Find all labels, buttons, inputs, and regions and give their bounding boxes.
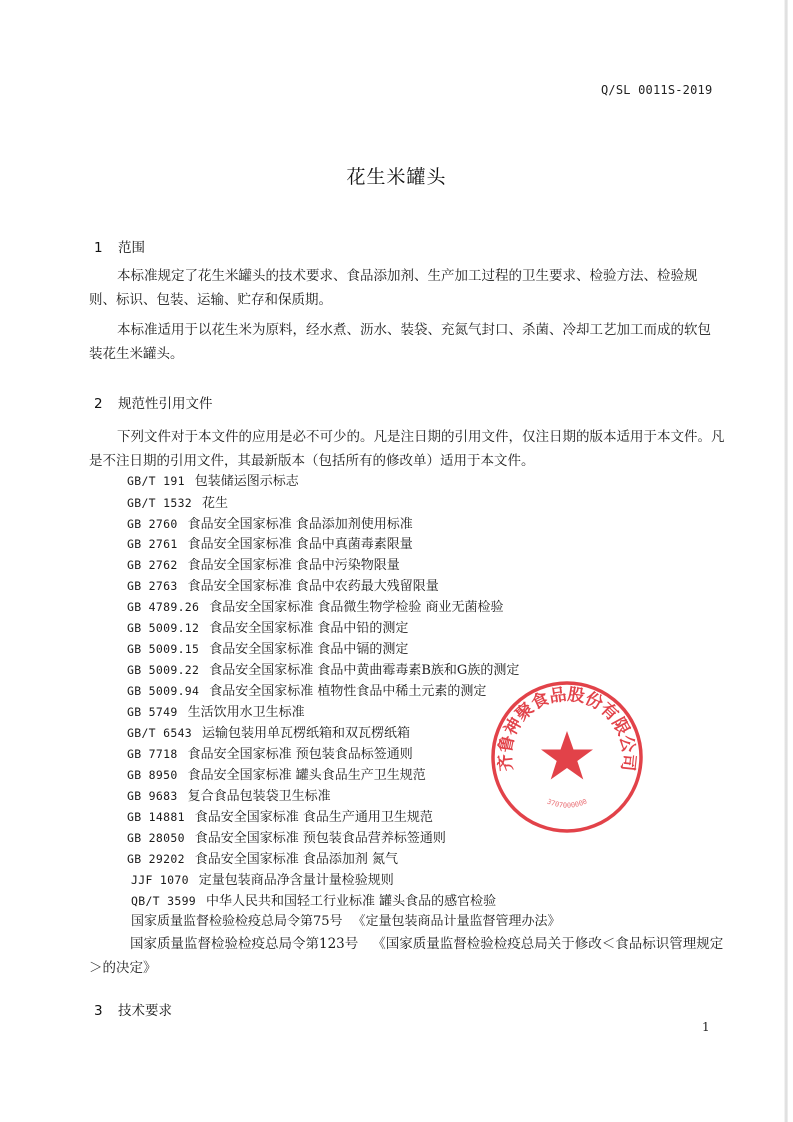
- reference-item: GB 2761 食品安全国家标准 食品中真菌毒素限量: [127, 537, 413, 552]
- reference-item: GB/T 191 包装储运图示标志: [127, 474, 299, 489]
- section-title: 规范性引用文件: [118, 396, 213, 412]
- reference-item: GB 5749 生活饮用水卫生标准: [127, 705, 305, 720]
- reference-item: JJF 1070 定量包装商品净含量计量检验规则: [131, 873, 394, 888]
- reference-item: GB 29202 食品安全国家标准 食品添加剂 氮气: [127, 852, 399, 867]
- seal-company-name: 齐鲁神聚食品股份有限公司: [495, 684, 639, 773]
- reference-item: GB 8950 食品安全国家标准 罐头食品生产卫生规范: [127, 768, 426, 783]
- section-heading-normative-references: [94, 392, 213, 412]
- section-heading-scope: [94, 236, 145, 256]
- reference-item: GB/T 6543 运输包装用单瓦楞纸箱和双瓦楞纸箱: [127, 726, 411, 741]
- paragraph-references-intro: 下列文件对于本文件的应用是必不可少的。凡是注日期的引用文件，仅注日期的版本适用于本文件。凡是不注日期的引用文件，其最新版本（包括所有的修改单）适用于本文件。: [89, 429, 725, 469]
- reference-item: GB 5009.15 食品安全国家标准 食品中镉的测定: [127, 642, 409, 657]
- reference-item: GB 2763 食品安全国家标准 食品中农药最大残留限量: [127, 579, 439, 594]
- section-number: 2: [94, 396, 103, 412]
- reference-item: GB 14881 食品安全国家标准 食品生产通用卫生规范: [127, 810, 433, 825]
- reference-item: GB 4789.26 食品安全国家标准 食品微生物学检验 商业无菌检验: [127, 600, 504, 615]
- reference-item: GB 5009.22 食品安全国家标准 食品中黄曲霉毒素B族和G族的测定: [127, 663, 520, 678]
- section-number: 1: [94, 240, 103, 256]
- section-heading-technical-requirements: [94, 999, 172, 1019]
- reference-item: 国家质量监督检验检疫总局令第75号 《定量包装商品计量监督管理办法》: [131, 914, 561, 929]
- page-title: 花生米罐头: [346, 166, 447, 188]
- paragraph-scope-2: 本标准适用于以花生米为原料，经水煮、沥水、装袋、充氮气封口、杀菌、冷却工艺加工而成的软包装花生米罐头。: [89, 322, 711, 362]
- company-seal-stamp: [489, 679, 645, 835]
- reference-item-wrapped: 国家质量监督检验检疫总局令第123号 《国家质量监督检验检疫总局关于修改＜食品标识管理规定＞的决定》: [89, 936, 724, 976]
- paragraph-scope-1: 本标准规定了花生米罐头的技术要求、食品添加剂、生产加工过程的卫生要求、检验方法、检验规则、标识、包装、运输、贮存和保质期。: [89, 268, 698, 308]
- reference-item: GB 9683 复合食品包装袋卫生标准: [127, 789, 331, 804]
- reference-item: GB 2760 食品安全国家标准 食品添加剂使用标准: [127, 517, 413, 532]
- page-number: 1: [702, 1020, 710, 1034]
- section-title: 技术要求: [118, 1003, 172, 1019]
- reference-item: GB 7718 食品安全国家标准 预包装食品标签通则: [127, 747, 413, 762]
- section-title: 范围: [118, 240, 145, 256]
- standard-code: Q/SL 0011S-2019: [601, 83, 713, 97]
- reference-item: QB/T 3599 中华人民共和国轻工行业标准 罐头食品的感官检验: [131, 894, 497, 909]
- reference-item: GB 28050 食品安全国家标准 预包装食品营养标签通则: [127, 831, 446, 846]
- reference-item: GB 5009.94 食品安全国家标准 植物性食品中稀土元素的测定: [127, 684, 487, 699]
- reference-item: GB 2762 食品安全国家标准 食品中污染物限量: [127, 558, 400, 573]
- seal-serial: 3707000000: [545, 797, 589, 810]
- reference-item: GB 5009.12 食品安全国家标准 食品中铅的测定: [127, 621, 409, 636]
- seal-star-icon: [541, 731, 593, 780]
- section-number: 3: [94, 1003, 103, 1019]
- reference-item: GB/T 1532 花生: [127, 496, 229, 511]
